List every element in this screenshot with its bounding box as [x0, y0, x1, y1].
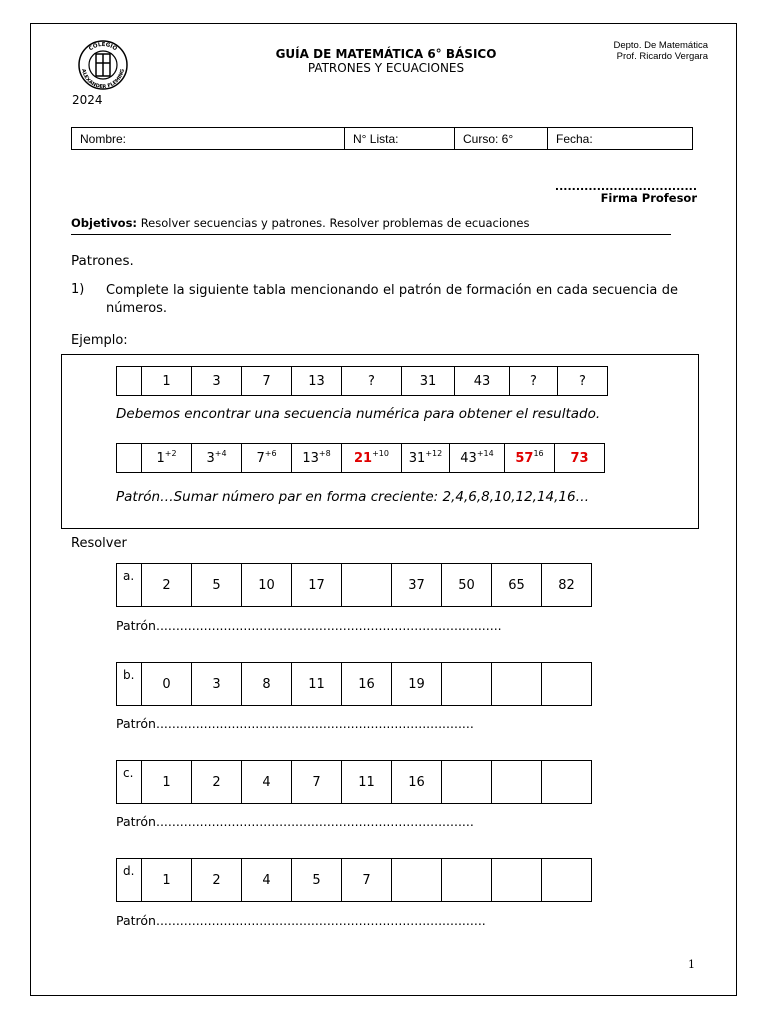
exercise-cell: 1 [142, 761, 192, 804]
exercise-letter: d. [123, 864, 135, 878]
section-title: Patrones. [71, 253, 134, 269]
exercise-table [116, 563, 592, 607]
answer-cell[interactable] [442, 761, 492, 804]
example-cell: ? [558, 367, 608, 396]
cell-value: 31 [408, 450, 426, 466]
question-number: 1) [71, 282, 85, 297]
exercise-cell: 17 [292, 564, 342, 607]
signature-label: Firma Profesor [600, 191, 697, 205]
exercise-letter-cell [117, 564, 142, 607]
example-cell: 1 [142, 367, 192, 396]
cell-increment: +10 [372, 448, 389, 458]
exercise-cell: 16 [342, 663, 392, 706]
logo-text-bottom: ALEXANDER FLEMING [80, 68, 126, 90]
example-solved-cell [450, 444, 505, 473]
objectives [71, 216, 529, 230]
example-cell [117, 367, 142, 396]
exercise-cell: 16 [392, 761, 442, 804]
exercise-cell: 3 [192, 663, 242, 706]
example-cell: 3 [192, 367, 242, 396]
example-pattern: Patrón…Sumar número par en forma creciente: 2,4,6,8,10,12,14,16… [116, 489, 590, 505]
answer-cell[interactable] [492, 663, 542, 706]
exercise-letter-cell [117, 859, 142, 902]
school-logo [75, 40, 131, 90]
exercise-letter: c. [123, 766, 134, 780]
example-cell: 31 [402, 367, 455, 396]
page-number: 1 [688, 958, 695, 971]
example-cell: ? [342, 367, 402, 396]
example-cell: 7 [242, 367, 292, 396]
exercise-cell: 2 [192, 761, 242, 804]
name-field[interactable]: Nombre: [72, 128, 345, 150]
student-info-table [71, 127, 693, 150]
list-number-field[interactable]: N° Lista: [345, 128, 455, 150]
example-solved-cell [142, 444, 192, 473]
exercise-cell: 4 [242, 761, 292, 804]
exercise-table [116, 760, 592, 804]
exercise-pattern-line[interactable]: Patrón................................................................................ [116, 716, 474, 731]
answer-cell[interactable] [542, 663, 592, 706]
exercise-cell: 19 [392, 663, 442, 706]
exercise-cell: 50 [442, 564, 492, 607]
exercise-cell: 7 [342, 859, 392, 902]
example-cell: 43 [455, 367, 510, 396]
exercise-pattern-line[interactable]: Patrón....................................................................................... [116, 618, 502, 633]
example-solved-cell [402, 444, 450, 473]
example-table-1 [116, 366, 608, 396]
cell-increment: +12 [425, 448, 443, 458]
teacher: Prof. Ricardo Vergara [616, 51, 708, 62]
resolver-label: Resolver [71, 536, 127, 551]
question-text: Complete la siguiente tabla mencionando el patrón de formación en cada secuencia de números. [106, 283, 678, 316]
exercise-cell: 11 [342, 761, 392, 804]
example-solved-cell [555, 444, 605, 473]
cell-value: 57 [515, 450, 534, 466]
cell-increment: 16 [533, 448, 544, 458]
cell-value: 1 [156, 450, 165, 466]
department-info [580, 40, 708, 62]
exercise-letter: a. [123, 569, 135, 583]
cell-increment: +8 [318, 448, 331, 458]
exercise-letter-cell [117, 761, 142, 804]
example-solved-cell [117, 444, 142, 473]
cell-value: 3 [206, 450, 215, 466]
exercise-cell: 4 [242, 859, 292, 902]
department: Depto. De Matemática [613, 40, 708, 51]
exercise-cell: 0 [142, 663, 192, 706]
cell-value: 21 [354, 450, 373, 466]
cell-value: 13 [302, 450, 319, 466]
example-table-2 [116, 443, 605, 473]
example-cell: ? [510, 367, 558, 396]
cell-value: 7 [256, 450, 265, 466]
exercise-cell: 8 [242, 663, 292, 706]
answer-cell[interactable] [442, 859, 492, 902]
exercise-letter: b. [123, 668, 135, 682]
exercise-cell: 7 [292, 761, 342, 804]
exercise-cell: 2 [142, 564, 192, 607]
page-title: GUÍA DE MATEMÁTICA 6° BÁSICO [275, 47, 497, 61]
exercise-cell: 37 [392, 564, 442, 607]
answer-cell[interactable] [492, 859, 542, 902]
example-explanation: Debemos encontrar una secuencia numérica para obtener el resultado. [116, 406, 601, 422]
answer-cell[interactable] [342, 564, 392, 607]
signature-line: .................................. [554, 180, 697, 193]
logo-text-top: COLEGIO [88, 41, 118, 53]
exercise-cell: 82 [542, 564, 592, 607]
answer-cell[interactable] [442, 663, 492, 706]
objectives-text: Resolver secuencias y patrones. Resolver problemas de ecuaciones [140, 216, 530, 230]
example-solved-cell [292, 444, 342, 473]
cell-value: 43 [460, 450, 477, 466]
exercise-pattern-line[interactable]: Patrón................................................................................... [116, 913, 486, 928]
cell-increment: +6 [264, 448, 277, 458]
exercise-cell: 65 [492, 564, 542, 607]
year: 2024 [72, 93, 103, 107]
exercise-letter-cell [117, 663, 142, 706]
answer-cell[interactable] [392, 859, 442, 902]
exercise-cell: 2 [192, 859, 242, 902]
cell-increment: +2 [164, 448, 177, 458]
answer-cell[interactable] [492, 761, 542, 804]
exercise-cell: 11 [292, 663, 342, 706]
objectives-divider [71, 234, 671, 235]
objectives-label: Objetivos: [71, 216, 138, 230]
example-solved-cell [192, 444, 242, 473]
example-solved-cell [242, 444, 292, 473]
example-cell: 13 [292, 367, 342, 396]
example-solved-cell [342, 444, 402, 473]
cell-increment: +4 [214, 448, 227, 458]
exercise-cell: 5 [192, 564, 242, 607]
exercise-cell: 10 [242, 564, 292, 607]
cell-increment: +14 [476, 448, 494, 458]
cell-value: 73 [570, 450, 589, 466]
exercise-table [116, 858, 592, 902]
example-label: Ejemplo: [71, 333, 128, 348]
answer-cell[interactable] [542, 859, 592, 902]
page-subtitle: PATRONES Y ECUACIONES [307, 61, 465, 75]
exercise-table [116, 662, 592, 706]
exercise-cell: 5 [292, 859, 342, 902]
answer-cell[interactable] [542, 761, 592, 804]
exercise-pattern-line[interactable]: Patrón................................................................................ [116, 814, 474, 829]
example-solved-cell [505, 444, 555, 473]
date-field[interactable]: Fecha: [548, 128, 693, 150]
course-field[interactable]: Curso: 6° [455, 128, 548, 150]
exercise-cell: 1 [142, 859, 192, 902]
